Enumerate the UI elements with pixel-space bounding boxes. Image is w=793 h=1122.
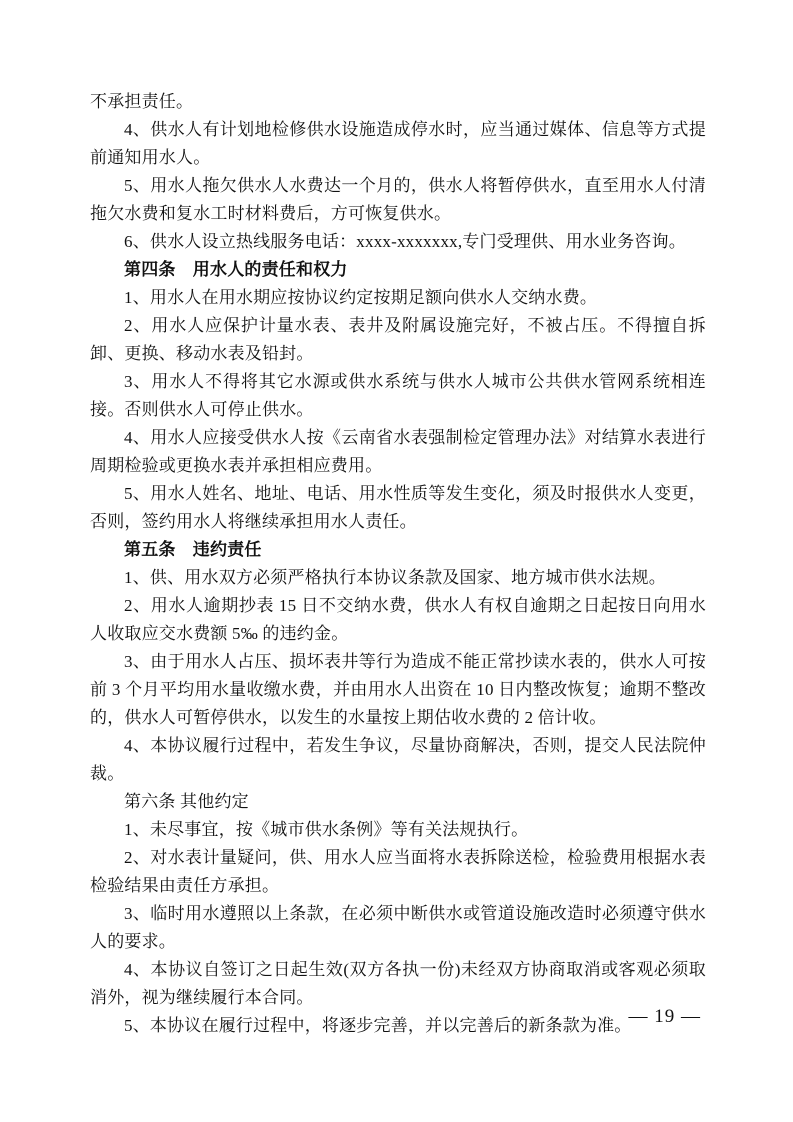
paragraph: 4、本协议自签订之日起生效(双方各执一份)未经双方协商取消或客观必须取消外，视为继续履行本合同。 <box>90 960 706 1007</box>
paragraph: 5、本协议在履行过程中，将逐步完善，并以完善后的新条款为准。 <box>124 1016 632 1035</box>
paragraph: 4、用水人应接受供水人按《云南省水表强制检定管理办法》对结算水表进行周期检验或更换水表并承担相应费用。 <box>90 428 706 475</box>
paragraph: 5、用水人姓名、地址、电话、用水性质等发生变化，须及时报供水人变更，否则，签约用水人将继续承担用水人责任。 <box>90 484 706 531</box>
paragraph: 3、临时用水遵照以上条款，在必须中断供水或管道设施改造时必须遵守供水人的要求。 <box>90 904 706 951</box>
paragraph: 4、供水人有计划地检修供水设施造成停水时，应当通过媒体、信息等方式提前通知用水人。 <box>90 120 706 167</box>
section-heading-art5: 第五条 违约责任 <box>124 540 262 559</box>
paragraph: 3、由于用水人占压、损坏表井等行为造成不能正常抄读水表的，供水人可按前 3 个月平均用水量收缴水费，并由用水人出资在 10 日内整改恢复；逾期不整改的，供水人可暂停供水，以发生的水量按上期估收水费的 2 倍计收。 <box>90 652 706 727</box>
document-body <box>90 88 706 1040</box>
paragraph: 1、用水人在用水期应按协议约定按期足额向供水人交纳水费。 <box>124 288 598 307</box>
paragraph: 1、供、用水双方必须严格执行本协议条款及国家、地方城市供水法规。 <box>124 568 666 587</box>
paragraph: 3、用水人不得将其它水源或供水系统与供水人城市公共供水管网系统相连接。否则供水人可停止供水。 <box>90 372 706 419</box>
section-heading-art6: 第六条 其他约定 <box>124 792 249 811</box>
paragraph: 2、用水人逾期抄表 15 日不交纳水费，供水人有权自逾期之日起按日向用水人收取应交水费额 5‰ 的违约金。 <box>90 596 706 643</box>
continuation-line: 不承担责任。 <box>90 92 194 111</box>
paragraph: 1、未尽事宜，按《城市供水条例》等有关法规执行。 <box>124 820 529 839</box>
paragraph: 5、用水人拖欠供水人水费达一个月的，供水人将暂停供水，直至用水人付清拖欠水费和复水工时材料费后，方可恢复供水。 <box>90 176 706 223</box>
page-number: — 19 — <box>628 1006 701 1027</box>
paragraph: 2、用水人应保护计量水表、表井及附属设施完好，不被占压。不得擅自拆卸、更换、移动水表及铅封。 <box>90 316 706 363</box>
paragraph: 2、对水表计量疑问，供、用水人应当面将水表拆除送检，检验费用根据水表检验结果由责任方承担。 <box>90 848 706 895</box>
paragraph: 4、本协议履行过程中，若发生争议，尽量协商解决，否则，提交人民法院仲裁。 <box>90 736 706 783</box>
paragraph: 6、供水人设立热线服务电话：xxxx-xxxxxxx,专门受理供、用水业务咨询。 <box>124 232 686 251</box>
section-heading-art4: 第四条 用水人的责任和权力 <box>124 260 348 279</box>
